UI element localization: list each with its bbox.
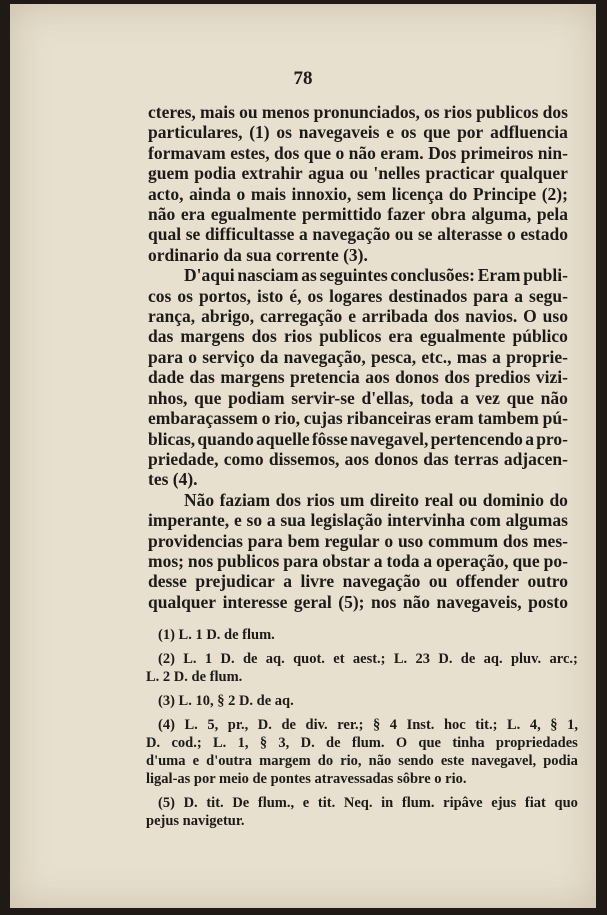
footnote-line: L. 2 D. de flum. [146, 669, 243, 685]
footnote [158, 626, 578, 644]
footnote-line: (4) L. 5, pr., D. de div. rer.; § 4 Inst. hoc tit.; L. 4, § 1, [158, 717, 578, 733]
text-line: particulares, (1) os navegaveis e os que por adfluencia [148, 122, 568, 143]
footnotes [146, 626, 578, 836]
text-line: qual se difficultasse a navegação ou se alterasse o estado [148, 224, 568, 245]
text-line: nhos, que podiam servir-se d'ellas, toda a vez que não [148, 387, 568, 408]
footnote-line: d'uma e d'outra margem do rio, não sendo este navegavel, podia [146, 753, 578, 769]
body-text [148, 102, 568, 612]
text-line: embaraçassem o rio, cujas ribanceiras eram tambem pú- [148, 408, 568, 429]
footnote-line: (5) D. tit. De flum., e tit. Neq. in flum. ripâve ejus fiat quo [158, 795, 578, 811]
text-line: providencias para bem regular o uso commum dos mes- [148, 530, 568, 551]
text-line: qualquer interesse geral (5); nos não navegaveis, posto [148, 591, 568, 612]
footnote-line: (3) L. 10, § 2 D. de aq. [158, 693, 294, 709]
text-line: cteres, mais ou menos pronunciados, os rios publicos dos [148, 102, 568, 122]
footnote-line: (1) L. 1 D. de flum. [158, 627, 275, 643]
text-line: Não faziam dos rios um direito real ou dominio do [184, 489, 568, 510]
text-line: D'aqui nasciam as seguintes conclusões: Eram publi- [184, 265, 568, 286]
text-line: ordinario da sua corrente (3). [148, 244, 368, 265]
footnote-line: D. cod.; L. 1, § 3, D. de flum. O que tinha propriedades [146, 735, 578, 751]
text-line: das margens dos rios publicos era egualmente público [148, 326, 568, 347]
text-line: desse prejudicar a livre navegação ou offender outro [148, 571, 568, 592]
footnote [158, 692, 578, 710]
footnote-line: ligal-as por meio de pontes atravessadas sôbre o rio. [146, 771, 467, 787]
text-line: acto, ainda o mais innoxio, sem licença do Principe (2); [148, 183, 568, 204]
footnote [146, 650, 578, 686]
text-line: não era egualmente permittido fazer obra alguma, pela [148, 204, 568, 225]
text-line: mos; nos publicos para obstar a toda a operação, que po- [148, 550, 568, 571]
footnote [146, 794, 578, 830]
footnote [146, 716, 578, 788]
text-line: formavam estes, dos que o não eram. Dos primeiros nin- [148, 142, 568, 163]
book-page [10, 4, 596, 908]
text-line: para o serviço da navegação, pesca, etc., mas a proprie- [148, 346, 568, 367]
footnote-line: pejus navigetur. [146, 813, 245, 829]
page-number: 78 [293, 68, 313, 89]
text-line: priedade, como dissemos, aos donos das terras adjacen- [148, 448, 568, 469]
text-line: tes (4). [148, 469, 198, 490]
text-line: rança, abrigo, carregação e arribada dos navios. O uso [148, 306, 568, 327]
text-line: guem podia extrahir agua ou 'nelles practicar qualquer [148, 163, 568, 184]
footnote-line: (2) L. 1 D. de aq. quot. et aest.; L. 23 D. de aq. pluv. arc.; [158, 651, 578, 667]
text-line: imperante, e so a sua legislação intervinha com algumas [148, 510, 568, 531]
text-line: dade das margens pretencia aos donos dos predios vizi- [148, 367, 568, 388]
text-line: blicas, quando aquelle fôsse navegavel, pertencendo a pro- [148, 428, 568, 449]
text-line: cos os portos, isto é, os logares destinados para a segu- [148, 285, 568, 306]
